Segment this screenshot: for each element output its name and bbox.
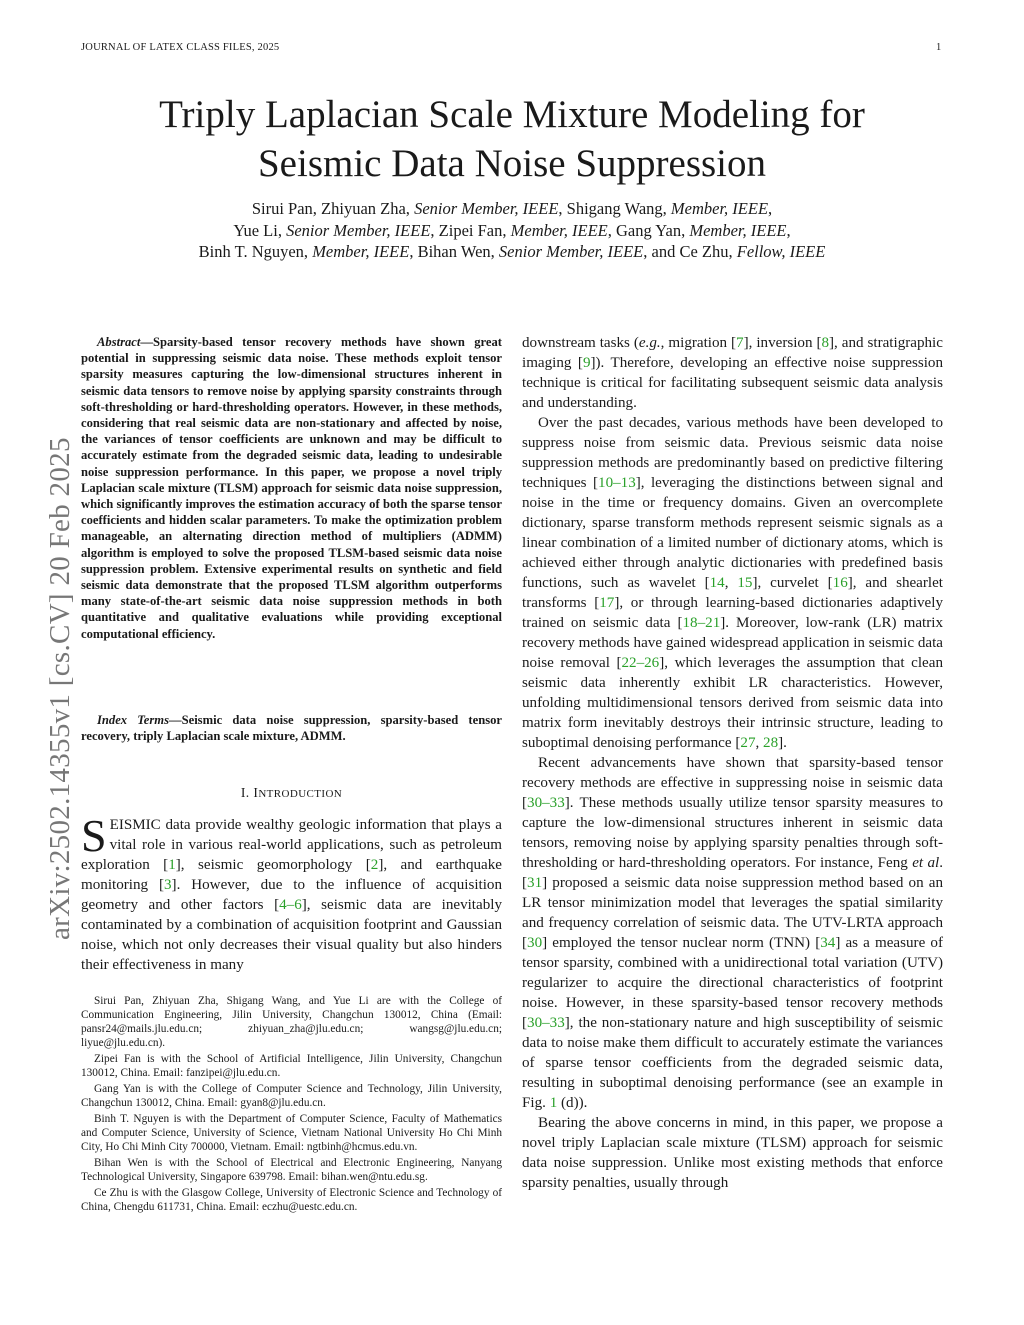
citation-link[interactable]: 10–13 xyxy=(598,475,636,491)
body-text: EISMIC data provide wealthy geologic information that plays a vital role in various real-world applications, such as petroleum exploration [ xyxy=(81,817,502,873)
body-text-italic: et al xyxy=(912,855,940,871)
author-list xyxy=(81,198,943,263)
citation-link[interactable]: 14 xyxy=(709,575,725,591)
footnote: Ce Zhu is with the Glasgow College, University of Electronic Science and Technology of China, Chengdu 611731, China. Email: eczhu@uestc.edu.cn. xyxy=(81,1187,502,1213)
introduction-paragraph xyxy=(81,810,502,975)
arxiv-identifier: arXiv:2502.14355v1 [cs.CV] 20 Feb 2025 xyxy=(44,437,76,940)
index-terms-label: Index Terms xyxy=(97,713,169,727)
paragraph xyxy=(522,413,943,753)
running-header: JOURNAL OF LATEX CLASS FILES, 2025 xyxy=(81,42,280,53)
footnote: Zipei Fan is with the School of Artificial Intelligence, Jilin University, Changchun 130012, China. Email: fanzipei@jlu.edu.cn. xyxy=(81,1053,502,1079)
body-text: Over the past decades, various methods have been developed to suppress noise from seismic data. Previous seismic data noise suppression methods are predominantly based on predictive filtering techniques [ xyxy=(522,415,943,491)
footnote: Gang Yan is with the College of Computer Science and Technology, Jilin University, Changchun 130012, China. Email: gyan8@jlu.edu.cn. xyxy=(81,1083,502,1109)
body-text: ], inversion [ xyxy=(743,335,822,351)
section-heading-introduction xyxy=(81,785,502,801)
footnote: Bihan Wen is with the School of Electrical and Electronic Engineering, Nanyang Technological University, Singapore 639798. Email: bihan.wen@ntu.edu.sg. xyxy=(81,1157,502,1183)
citation-link[interactable]: 18–21 xyxy=(682,615,721,631)
section-title-cap: I xyxy=(253,785,259,800)
body-text: ], and earthquake monitoring [ xyxy=(81,857,502,893)
body-text: ], and shearlet transforms [ xyxy=(522,575,943,611)
citation-link[interactable]: 30 xyxy=(527,935,543,951)
paragraph xyxy=(522,1113,943,1193)
body-text: downstream tasks ( xyxy=(522,335,639,351)
paragraph xyxy=(522,333,943,413)
author-names: , xyxy=(768,199,773,218)
body-text: Recent advancements have shown that sparsity-based tensor recovery methods are effective in suppressing noise in seismic data [ xyxy=(522,755,943,811)
author-line-2 xyxy=(81,220,943,242)
citation-link[interactable]: 15 xyxy=(737,575,753,591)
author-names: , and Ce Zhu, xyxy=(643,242,737,261)
footnote: Binh T. Nguyen is with the Department of Computer Science, Faculty of Mathematics and Computer Science, University of Science, Vietnam National University Ho Chi Minh City, Ho Chi Minh City 700000, Vietnam. Email: ngtbinh@hcmus.edu.vn. xyxy=(81,1113,502,1153)
body-text: . [ xyxy=(522,855,943,891)
footnote: Sirui Pan, Zhiyuan Zha, Shigang Wang, and Yue Li are with the College of Communication Engineering, Jilin University, Changchun 130012, China (Email: pansr24@mails.jlu.edu.cn; zhiyuan_zha@jlu.edu.cn; wangsg@jlu.edu.cn; liyue@jlu.edu.cn). xyxy=(81,995,502,1049)
body-text: ]). Therefore, developing an effective noise suppression technique is critical for facilitating subsequent seismic data analysis and understanding. xyxy=(522,355,943,411)
author-names: , Zipei Fan, xyxy=(430,220,511,240)
author-line-1 xyxy=(81,198,943,220)
citation-link[interactable]: 16 xyxy=(832,575,848,591)
section-title-rest: NTRODUCTION xyxy=(258,788,343,800)
body-text: ], seismic data are inevitably contaminated by a combination of acquisition footprint and Gaussian noise, which not only decreases their visual quality but also hinders their effectiveness in many xyxy=(81,897,502,973)
author-role: Member, IEEE xyxy=(312,242,410,261)
abstract-text: —Sparsity-based tensor recovery methods have shown great potential in suppressing seismic data noise. These methods exploit tensor sparsity measures capturing the low-dimensional structures inherent in seismic data tensors to remove noise by applying sparsity constraints through soft-thresholding or hard-thresholding operators. However, in these methods, considering that real seismic data are non-stationary and affected by noise, the variances of tensor coefficients are unknown and may be difficult to accurately estimate from the degraded seismic data, leading to undesirable noise suppression performance. In this paper, we propose a novel triply Laplacian scale mixture (TLSM) approach for seismic data noise suppression, which significantly improves the estimation accuracy of both the sparse tensor coefficients and hidden scalar parameters. To make the optimization problem manageable, an alternating direction method of multipliers (ADMM) algorithm is employed to solve the proposed TLSM-based seismic data noise suppression problem. Extensive experimental results on synthetic and field seismic data demonstrate that the proposed TLSM algorithm outperforms many state-of-the-art seismic data noise suppression methods in both quantitative and qualitative evaluations while providing exceptional computational efficiency. xyxy=(81,335,502,641)
body-text: ]. These methods usually utilize tensor sparsity measures to capture the low-dimensional structures inherent in seismic data tensors, removing noise by applying sparsity penalties through soft-thresholding or hard-thresholding operators. For instance, Feng xyxy=(522,795,943,871)
body-text: ], the non-stationary nature and high susceptibility of seismic data to noise make them difficult to accurately estimate the variances of sparse tensor coefficients from the degraded seismic data, resulting in suboptimal denoising performance (see an example in Fig. xyxy=(522,1015,943,1111)
author-names: Yue Li, xyxy=(233,220,287,240)
citation-link[interactable]: 8 xyxy=(821,335,830,351)
body-text-italic: e.g. xyxy=(638,335,661,351)
figure-reference-link[interactable]: 1 xyxy=(549,1095,558,1111)
author-role: Member, IEEE xyxy=(670,199,769,218)
body-text: ], and stratigraphic imaging [ xyxy=(522,335,943,371)
author-names: , Shigang Wang, xyxy=(558,199,671,218)
body-text: Bearing the above concerns in mind, in this paper, we propose a novel triply Laplacian scale mixture (TLSM) approach for seismic data noise suppression. Unlike most existing methods that enforce sparsity penalties, usually through xyxy=(522,1115,943,1191)
title-line-1: Triply Laplacian Scale Mixture Modeling for xyxy=(159,93,865,136)
author-names: , Bihan Wen, xyxy=(409,242,499,261)
citation-link[interactable]: 1 xyxy=(168,857,176,873)
page-number: 1 xyxy=(936,42,942,53)
paragraph xyxy=(522,753,943,1113)
body-text: ], or through learning-based dictionaries adaptively trained on seismic data [ xyxy=(522,595,943,631)
body-text: ], seismic geomorphology [ xyxy=(175,857,371,873)
body-text: ] employed the tensor nuclear norm (TNN) [ xyxy=(542,935,821,951)
right-column xyxy=(522,333,943,1193)
author-role: Senior Member, IEEE xyxy=(286,220,431,240)
citation-link[interactable]: 7 xyxy=(736,335,744,351)
citation-link[interactable]: 30–33 xyxy=(527,795,565,811)
citation-link[interactable]: 9 xyxy=(582,355,591,371)
author-role: Member, IEEE xyxy=(510,220,608,240)
body-text: ] as a measure of tensor sparsity, combined with a unidirectional total variation (UTV) regularizer to acquire the directional characteristics of footprint noise. However, in these sparsity-based tensor recovery methods [ xyxy=(522,935,943,1031)
body-text: (d)). xyxy=(557,1095,588,1111)
body-text: ]. Moreover, low-rank (LR) matrix recovery methods have gained widespread application in seismic data noise removal [ xyxy=(522,615,943,671)
body-text: ]. However, due to the influence of acquisition geometry and other factors [ xyxy=(81,877,502,913)
author-role: Member, IEEE xyxy=(689,220,787,240)
title-line-2: Seismic Data Noise Suppression xyxy=(257,142,767,185)
author-names: , Gang Yan, xyxy=(607,220,690,240)
index-terms-text: —Seismic data noise suppression, sparsity-based tensor recovery, triply Laplacian scale mixture, ADMM. xyxy=(81,713,502,744)
drop-cap: S xyxy=(81,810,107,861)
paper-title xyxy=(81,90,943,188)
body-text: ] proposed a seismic data noise suppression method based on an LR tensor minimization model that leverages the spatial similarity and frequency correlation of seismic data. The UTV-LRTA approach [ xyxy=(522,875,943,951)
body-text: , migration [ xyxy=(660,335,737,351)
body-text: ]. xyxy=(778,735,787,751)
citation-link[interactable]: 28 xyxy=(763,735,779,751)
citation-link[interactable]: 22–26 xyxy=(621,655,660,671)
citation-link[interactable]: 31 xyxy=(527,875,543,891)
citation-link[interactable]: 27 xyxy=(740,735,756,751)
body-text: , xyxy=(755,735,764,751)
author-role: Senior Member, IEEE xyxy=(414,199,559,218)
author-names: Binh T. Nguyen, xyxy=(198,242,313,261)
body-text: , xyxy=(724,575,738,591)
body-text: ], which leverages the assumption that clean seismic data inherently exhibit LR characteristics. However, unfolding multidimensional tensors derived from seismic data into matrix form inevitably destroys their intrinsic structure, leading to suboptimal denoising performance [ xyxy=(522,655,943,751)
citation-link[interactable]: 34 xyxy=(820,935,836,951)
body-text: ], leveraging the distinctions between signal and noise in the time or frequency domains. Given an overcomplete dictionary, sparse transform methods represent seismic signals as a linear combination of a limited number of dictionary atoms, which is achieved either through analytic dictionaries with predefined basis functions, such as wavelet [ xyxy=(522,475,943,591)
citation-link[interactable]: 17 xyxy=(599,595,615,611)
citation-link[interactable]: 4–6 xyxy=(279,897,302,913)
author-names: , xyxy=(786,220,791,240)
index-terms xyxy=(81,712,502,744)
author-line-3 xyxy=(81,241,943,263)
citation-link[interactable]: 2 xyxy=(370,857,379,873)
body-text: ], curvelet [ xyxy=(752,575,833,591)
citation-link[interactable]: 3 xyxy=(164,877,172,893)
author-names: Sirui Pan, Zhiyuan Zha, xyxy=(251,199,415,218)
author-role: Senior Member, IEEE xyxy=(498,242,644,261)
abstract xyxy=(81,334,502,642)
author-footnotes xyxy=(81,994,502,1216)
citation-link[interactable]: 30–33 xyxy=(527,1015,565,1031)
section-numeral: I. xyxy=(240,785,254,800)
author-role: Fellow, IEEE xyxy=(736,242,826,261)
abstract-label: Abstract xyxy=(97,335,141,349)
